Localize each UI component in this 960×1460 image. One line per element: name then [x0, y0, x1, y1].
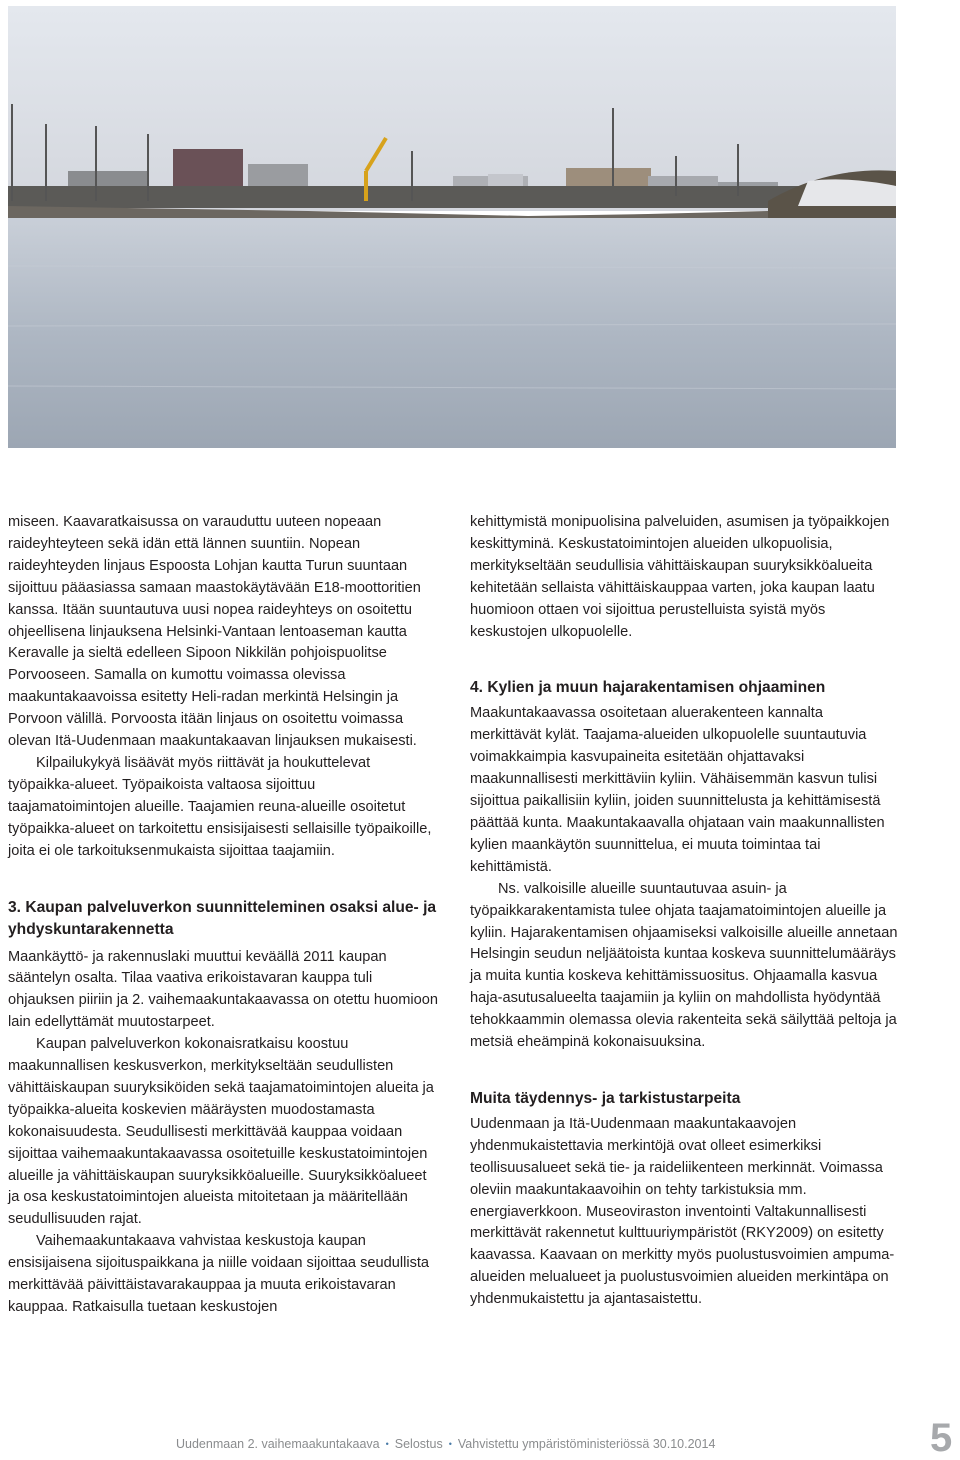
paragraph: Kilpailukykyä lisäävät myös riittävät ja houkuttelevat työpaikka-alueet. Työpaikoista valtaosa sijoittuu taajamatoimintojen alueille. Taajamien reuna-alueille osoitetut työpaikka-alueet on tarkoitettu ensisijaisesti sellaisille työpaikoille, joita ei ole tarkoituksenmukaista sijoittaa taajamiin.: [8, 754, 432, 859]
water: [8, 218, 896, 448]
left-column: [8, 512, 438, 1319]
footer-separator: •: [385, 1439, 389, 1449]
paragraph: Vaihemaakuntakaava vahvistaa keskustoja kaupan ensisijaisena sijoituspaikkana ja niille voidaan sijoittaa seudullista merkittävää päivittäistavarakauppaa ja muuta erikoistavaran kauppaa. Ratkaisulla tuetaan keskustojen: [8, 1233, 430, 1315]
footer: [176, 1437, 736, 1451]
footer-title: Uudenmaan 2. vaihemaakuntakaava: [176, 1437, 380, 1451]
section-heading-4: 4. Kylien ja muun hajarakentamisen ohjaaminen: [470, 679, 826, 697]
section-heading-muita: Muita täydennys- ja tarkistustarpeita: [470, 1089, 741, 1107]
paragraph: Uudenmaan ja Itä-Uudenmaan maakuntakaavojen yhdenmukaistettavia merkintöjä ovat olleet esimerkiksi teollisuusalueet sekä tie- ja raideliikenteen merkinnät. Voimassa oleviin maakuntakaavoihin on tehty tarkistuksia mm. energiaverkkoon. Museoviraston inventointi Valtakunnallisesti merkittävät rakennetut kulttuuriympäristöt (RKY2009) on esitetty kaavassa. Kaavaan on merkitty myös puolustusvoimien ampuma-alueiden melualueet ja puolustusvoimien alueiden merkintäpa on yhdenmukaistettu ja ajantasaistettu.: [470, 1115, 895, 1308]
paragraph: kehittymistä monipuolisina palveluiden, asumisen ja työpaikkojen keskittyminä. Keskustatoimintojen alueiden ulkopuolisia, merkitykseltään seudullisia vähittäiskaupan suuryksikköalueita kehitetään sellaista vähittäiskauppaa varten, joka kaupan laatu huomioon ottaen voi sijoittua perustelluista syistä myös keskustojen ulkopuolelle.: [470, 514, 890, 640]
page-number: 5: [930, 1416, 953, 1460]
paragraph: Kaupan palveluverkon kokonaisratkaisu koostuu maakunnallisen keskusverkon, merkitykseltään seudullisten vähittäiskaupan suuryksiköiden sekä taajamatoimintojen alueita ja työpaikka-alueita koskevien määräysten muodostamasta kokonaisuudesta. Seudullisesti merkittävää kauppaa voidaan sijoittaa vaihemaakuntakaavassa osoitetuille keskustatoimintojen alueille ja vähittäiskaupan suuryksikköalueille. Suuryksikköalueet ja osa keskustatoimintojen alueista mitoitetaan ja määritellään seudullisuuden rajat.: [8, 1036, 434, 1228]
footer-status: Vahvistettu ympäristöministeriössä 30.10.2014: [457, 1437, 716, 1451]
paragraph: miseen. Kaavaratkaisussa on varauduttu uuteen nopeaan raideyhteyteen sekä idän että lännen suuntiin. Nopean raideyhteyden linjaus Espoosta Lohjan kautta Turun suuntaan sijoittuu pääasiassa samaan maastokäytävään E18-moottoritien kanssa. Itään suuntautuva uusi nopea raideyhteys on osoitettu ohjeellisena linjauksena Helsinki-Vantaan lentoaseman kautta Keravalle ja sieltä edelleen Sipoon Nikkilän pohjoispuolitse Porvooseen. Samalla on kumottu voimassa olevissa maakuntakaavoissa esitetty Heli-radan merkintä Helsingin ja Porvoon välillä. Porvoosta itään linjaus on osoitettu voimassa olevan Itä-Uudenmaan maakuntakaavan linjauksen mukaisesti.: [8, 514, 421, 750]
paragraph: Maakuntakaavassa osoitetaan aluerakenteen kannalta merkittävät kylät. Taajama-alueiden ulkopuolelle suuntautuvia voimakkaimpia kasvupaineita esitetään ohjattavaksi maakunnallisesti merkittäviin kyliin. Vähäisemmän kasvun tulisi sijoittua paikallisiin kyliin, joiden suunnittelusta ja kehittämisestä päättää kunta. Maakuntakaavalla ohjataan vain maakunnallisten kylien maankäytön suunnittelua, ei muuta toimintaa tai kehittämistä.: [470, 705, 885, 875]
footer-section: Selostus: [394, 1437, 443, 1451]
section-heading-3: 3. Kaupan palveluverkon suunnitteleminen osaksi alue- ja yhdyskuntarakennetta: [8, 898, 437, 938]
footer-separator: •: [448, 1439, 452, 1449]
harbor-photo: [8, 6, 896, 448]
paragraph: Maankäyttö- ja rakennuslaki muuttui keväällä 2011 kaupan sääntelyn osalta. Tilaa vaativa erikoistavaran kauppa tuli ohjauksen piiriin ja 2. vaihemaakuntakaavassa on otettu huomioon lain edellyttämät muutostarpeet.: [8, 948, 438, 1031]
right-column: [470, 512, 898, 1311]
paragraph: Ns. valkoisille alueille suuntautuvaa asuin- ja työpaikkarakentamista tulee ohjata taajamatoimintojen alueille ja kyliin. Hajarakentamisen ohjaamiseksi valkoisille alueille annetaan Helsingin seudun neljäätoista kuntaa koskeva suunnittelumääräys ja muita kuntia koskeva kehittämissuositus. Ohjaamalla kasvua haja-asutusalueelta taajamiin ja kyliin on mahdollista hyödyntää tehokkaammin olemassa olevia rakenteita sekä säilyttää peltoja ja metsiä eheämpinä kokonaisuuksina.: [470, 880, 898, 1051]
